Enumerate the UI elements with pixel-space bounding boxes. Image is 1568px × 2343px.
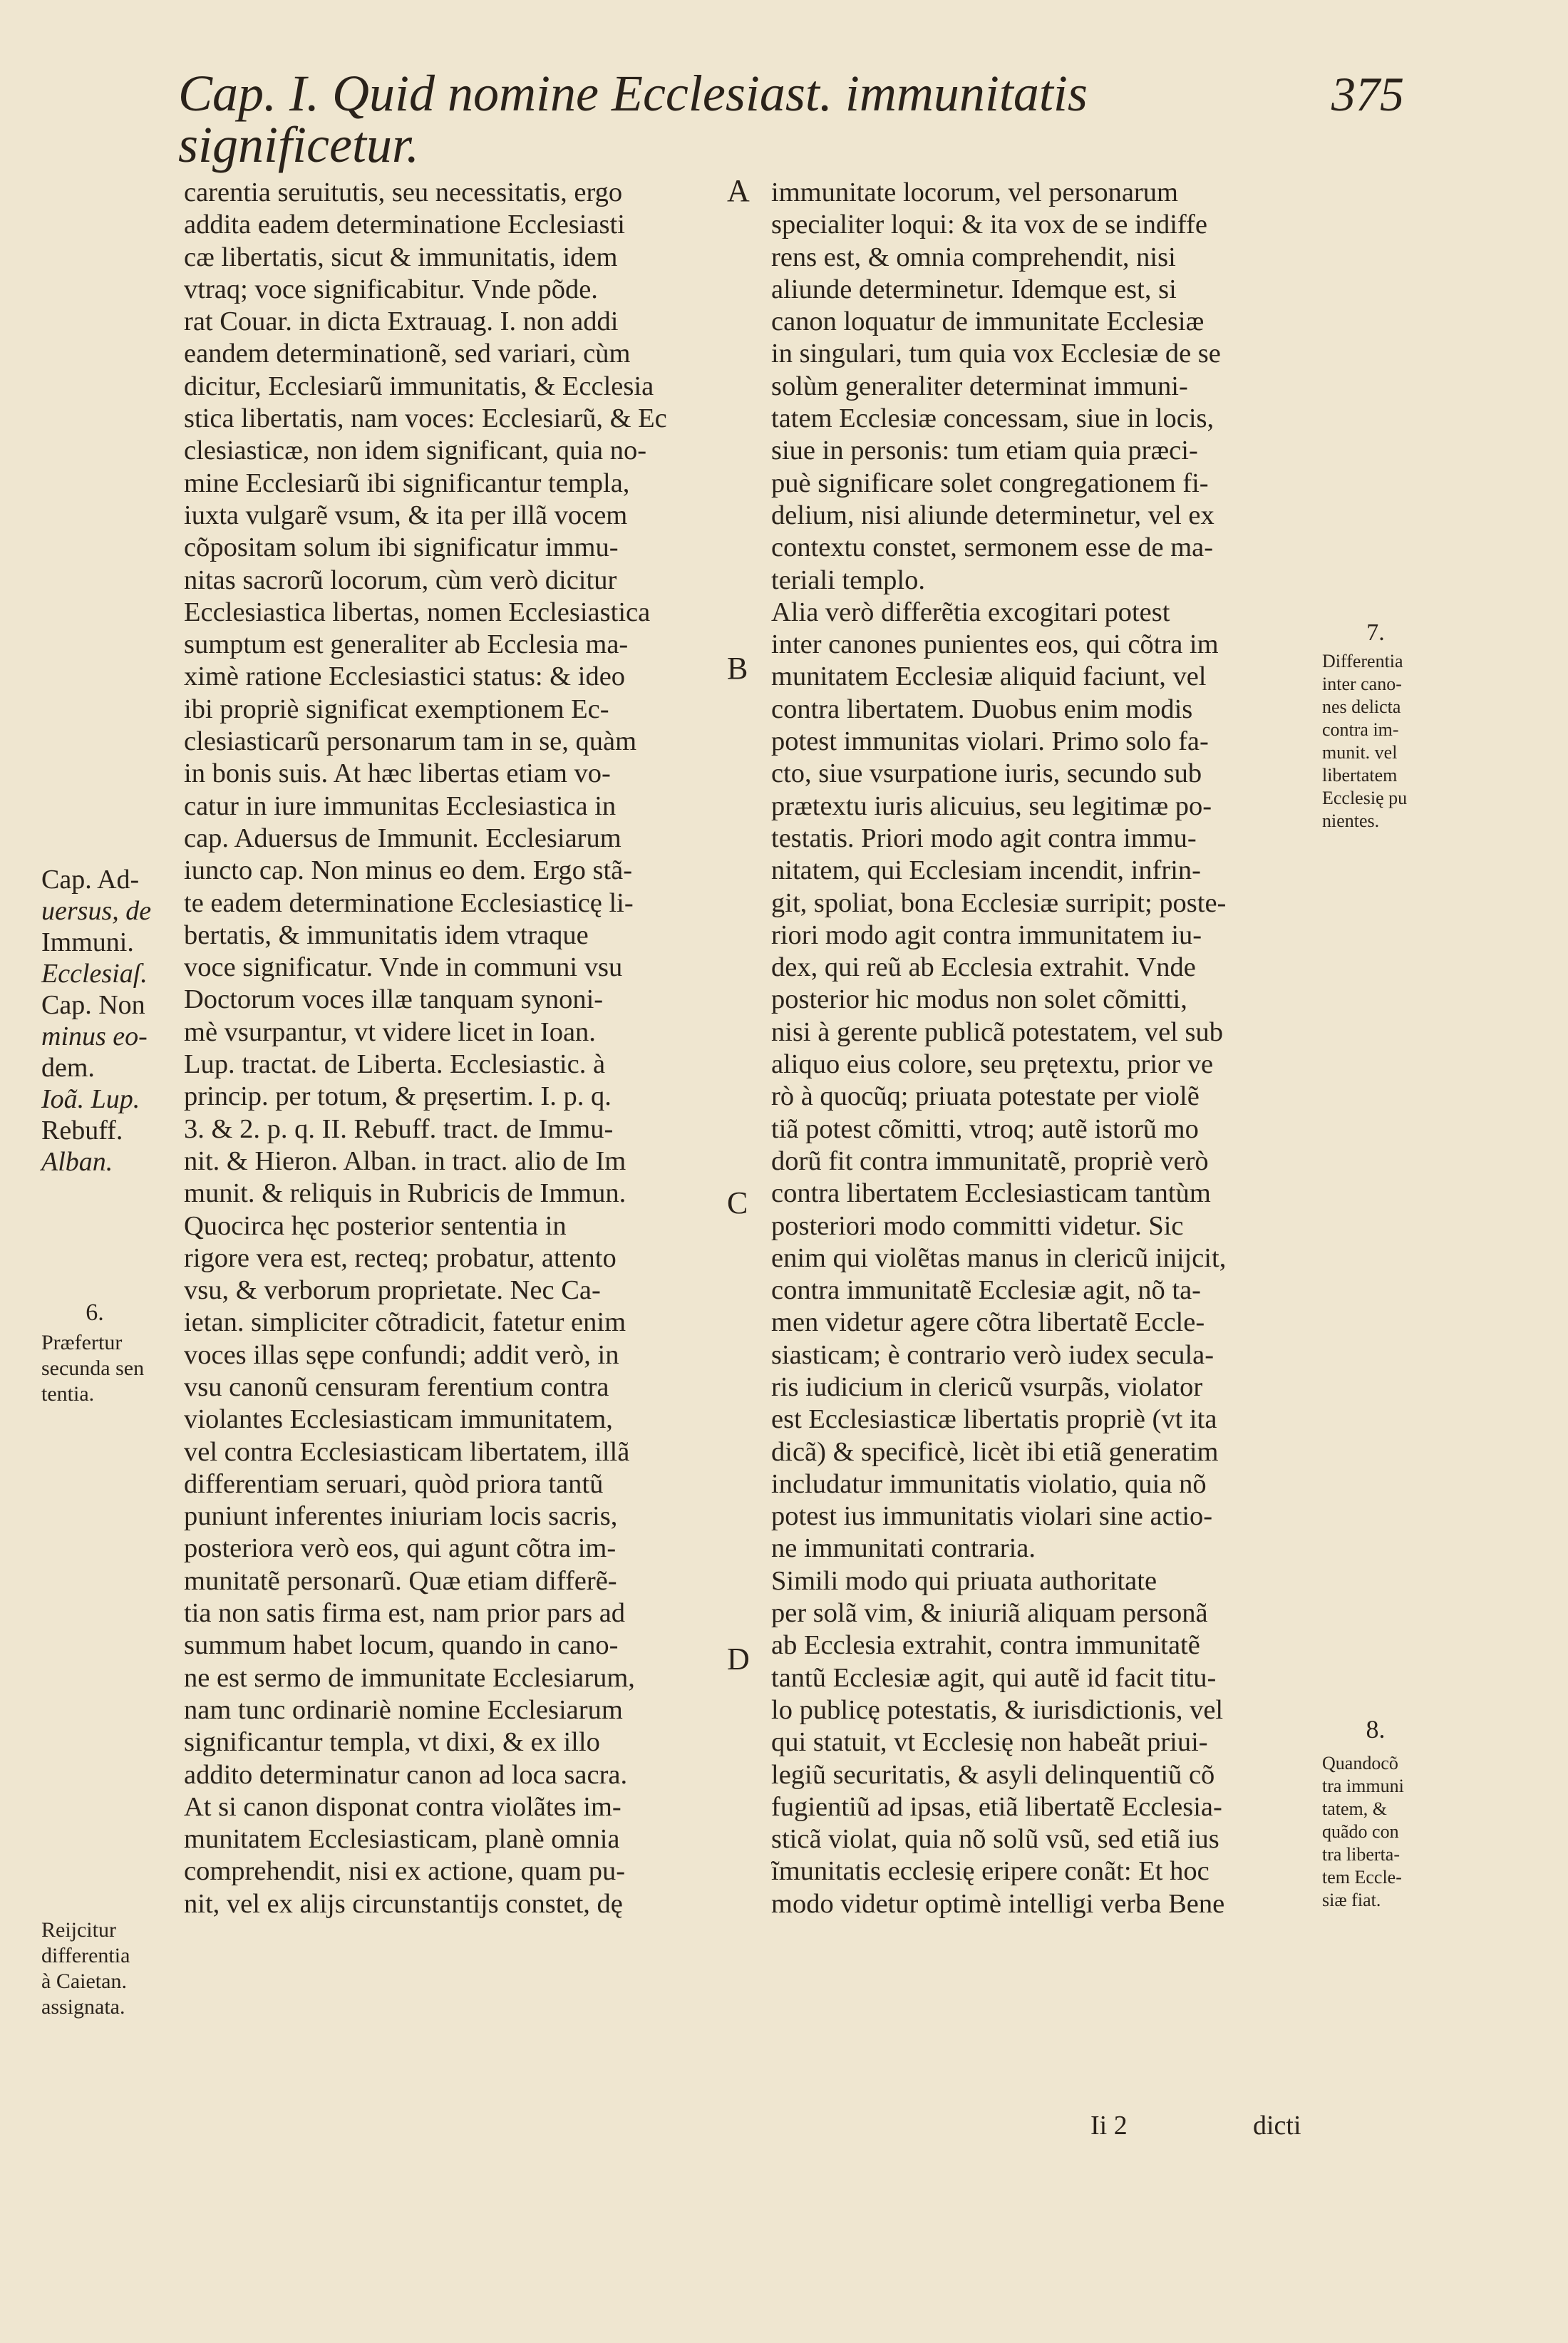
margin-line: Immuni. [41,927,134,957]
text-line: cõpositam solum ibi significatur immu- [184,532,619,563]
text-line: mine Ecclesiarũ ibi significantur templa, [184,468,630,498]
text-line: rigore vera est, recteq; probatur, attento [184,1242,617,1273]
margin-line: contra im- [1322,719,1399,740]
margin-line: Reijcitur [41,1918,116,1942]
text-line: dorũ fit contra immunitatẽ, propriè verò [771,1145,1209,1176]
text-line: posteriori modo committi videtur. Sic [771,1210,1184,1241]
text-line: catur in iure immunitas Ecclesiastica in [184,791,617,821]
margin-line: inter cano- [1322,674,1402,694]
text-line: contra libertatem. Duobus enim modis [771,694,1193,724]
text-line: nitas sacrorũ locorum, cùm verò dicitur [184,565,617,595]
margin-line: Ioã. Lup. [41,1084,140,1114]
text-line: Quocirca hęc posterior sententia in [184,1210,567,1241]
text-line: mè vsurpantur, vt videre licet in Ioan. [184,1016,596,1047]
margin-line: Differentia [1322,651,1403,671]
margin-note-7 [1322,650,1493,833]
text-line: men videtur agere cõtra libertatẽ Eccle- [771,1307,1205,1338]
margin-line: quãdo con [1322,1821,1399,1842]
margin-note-8 [1322,1752,1493,1912]
text-line: ne est sermo de immunitate Ecclesiarum, [184,1662,635,1693]
margin-line: differentia [41,1944,130,1967]
margin-note-7-number: 7. [1366,619,1385,646]
text-line: siue in personis: tum etiam quia præci- [771,436,1198,466]
text-line: clesiasticæ, non idem significant, quia no- [184,436,647,466]
margin-line: tra liberta- [1322,1844,1400,1865]
margin-line: minus eo- [41,1021,148,1051]
text-line: ietan. simpliciter cõtradicit, fatetur enim [184,1307,626,1338]
text-line: munitatẽ personarũ. Quæ etiam differẽ- [184,1565,617,1596]
text-line: canon loquatur de immunitate Ecclesiæ [771,307,1205,337]
text-line: testatis. Priori modo agit contra immu- [771,823,1197,853]
text-line: lo publicę potestatis, & iurisdictionis, vel [771,1694,1224,1725]
text-line: iuncto cap. Non minus eo dem. Ergo stã- [184,855,633,886]
text-line: vtraq; voce significabitur. Vnde põde. [184,274,598,304]
text-line: ne immunitati contraria. [771,1533,1036,1564]
text-line: clesiasticarũ personarum tam in se, quàm [184,726,637,757]
text-line: dicitur, Ecclesiarũ immunitatis, & Ecclesia [184,371,654,401]
margin-line: dem. [41,1053,95,1083]
text-line: cto, siue vsurpatione iuris, secundo sub [771,758,1202,789]
text-line: potest immunitas violari. Primo solo fa- [771,726,1209,757]
right-text-column [771,177,1320,1920]
text-line: tantũ Ecclesiæ agit, qui autẽ id facit titu- [771,1662,1217,1693]
text-line: ris iudicium in clericũ vsurpãs, violator [771,1371,1203,1402]
text-line: qui statuit, vt Ecclesię non habeãt priui- [771,1727,1208,1758]
text-line: munitatem Ecclesiæ aliquid faciunt, vel [771,661,1207,692]
text-line: significantur templa, vt dixi, & ex illo [184,1727,600,1758]
text-line: vel contra Ecclesiasticam libertatem, illã [184,1436,630,1467]
section-marker-d: D [727,1642,750,1677]
text-line: fugientiũ ad ipsas, etiã libertatẽ Ecclesia- [771,1791,1222,1822]
text-line: specialiter loqui: & ita vox de se indiffe [771,210,1207,240]
chapter-title: Cap. I. Quid nomine Ecclesiast. immunitatis significetur. [178,65,1088,173]
running-header [178,65,1404,173]
margin-line: Alban. [41,1147,113,1177]
text-line: posteriora verò eos, qui agunt cõtra im- [184,1533,617,1564]
text-line: tia non satis firma est, nam prior pars ad [184,1598,626,1629]
text-line: bertatis, & immunitatis idem vtraque [184,920,589,950]
section-marker-c: C [727,1185,748,1220]
margin-line: tem Eccle- [1322,1867,1402,1888]
text-line: At si canon disponat contra violãtes im- [184,1791,621,1822]
text-line: teriali templo. [771,565,925,595]
margin-note-reject [41,1917,177,2020]
text-line: contra immunitatẽ Ecclesiæ agit, nõ ta- [771,1275,1201,1306]
text-line: nam tunc ordinariè nomine Ecclesiarum [184,1694,623,1725]
text-line: puè significare solet congregationem fi- [771,468,1209,498]
text-line: in singulari, tum quia vox Ecclesiæ de se [771,339,1221,369]
margin-citation [41,864,177,1178]
text-line: tiã potest cõmitti, vtroq; autẽ istorũ mo [771,1113,1199,1144]
left-text-column [184,177,722,1920]
text-line: vsu, & verborum proprietate. Nec Ca- [184,1275,601,1306]
margin-line: Rebuff. [41,1116,123,1145]
margin-line: Cap. Ad- [41,865,140,895]
text-line: voce significatur. Vnde in communi vsu [184,952,623,983]
text-line: addito determinatur canon ad loca sacra. [184,1759,628,1790]
text-line: ab Ecclesia extrahit, contra immunitatẽ [771,1630,1200,1661]
text-line: aliunde determinetur. Idemque est, si [771,274,1177,304]
margin-note-8-number: 8. [1366,1715,1386,1744]
text-line: eandem determinationẽ, sed variari, cùm [184,339,631,369]
text-line: per solã vim, & iniuriã aliquam personã [771,1598,1208,1629]
text-line: Doctorum voces illæ tanquam synoni- [184,984,604,1015]
margin-line: assignata. [41,1995,125,2019]
text-line: prætextu iuris alicuius, seu legitimæ po- [771,791,1212,821]
text-line: nitatem, qui Ecclesiam incendit, infrin- [771,855,1201,886]
text-line: Lup. tractat. de Liberta. Ecclesiastic. à [184,1049,606,1080]
margin-line: nes delicta [1322,696,1401,717]
text-line: legiũ securitatis, & asyli delinquentiũ cõ [771,1759,1215,1790]
text-line: ĩmunitatis ecclesię eripere conãt: Et hoc [771,1856,1209,1887]
text-line: summum habet locum, quando in cano- [184,1630,619,1661]
margin-line: Ecclesiaſ. [41,959,148,989]
text-line: immunitate locorum, vel personarum [771,177,1178,207]
text-line: tatem Ecclesiæ concessam, siue in locis, [771,403,1214,434]
text-line: solùm generaliter determinat immuni- [771,371,1188,401]
text-line: in bonis suis. At hæc libertas etiam vo- [184,758,611,789]
text-line: dex, qui reũ ab Ecclesia extrahit. Vnde [771,952,1196,983]
text-line: rò à quocũq; priuata potestate per violẽ [771,1081,1200,1112]
text-line: iuxta vulgarẽ vsum, & ita per illã vocem [184,500,628,530]
text-line: potest ius immunitatis violari sine actio- [771,1501,1213,1532]
text-line: modo videtur optimè intelligi verba Bene [771,1888,1225,1919]
text-line: addita eadem determinatione Ecclesiasti [184,210,625,240]
text-line: carentia seruitutis, seu necessitatis, ergo [184,177,623,207]
section-marker-b: B [727,651,748,686]
margin-note-6-number: 6. [86,1299,104,1326]
margin-line: libertatem [1322,765,1398,786]
text-line: contra libertatem Ecclesiasticam tantùm [771,1178,1211,1209]
text-line: Simili modo qui priuata authoritate [771,1565,1157,1596]
text-line: nisi à gerente publicã potestatem, vel sub [771,1016,1223,1047]
text-line: enim qui violẽtas manus in clericũ inijcit, [771,1242,1227,1273]
margin-line: Præfertur [41,1331,123,1354]
margin-line: siæ fiat. [1322,1890,1381,1910]
margin-line: tra immuni [1322,1776,1404,1796]
text-line: munit. & reliquis in Rubricis de Immun. [184,1178,626,1209]
margin-line: Ecclesię pu [1322,788,1408,808]
text-line: differentiam seruari, quòd priora tantũ [184,1468,604,1499]
margin-line: uersus, de [41,896,152,926]
text-line: rens est, & omnia comprehendit, nisi [771,242,1176,272]
margin-note-6 [41,1330,177,1407]
text-line: stica libertatis, nam voces: Ecclesiarũ, & Ec [184,403,667,434]
text-line: te eadem determinatione Ecclesiasticę li- [184,887,634,918]
margin-line: à Caietan. [41,1969,127,1993]
text-line: Ecclesiastica libertas, nomen Ecclesiastica [184,597,651,627]
text-line: ibi propriè significat exemptionem Ec- [184,694,609,724]
margin-line: Cap. Non [41,990,145,1020]
text-line: princip. per totum, & pręsertim. I. p. q. [184,1081,612,1112]
text-line: voces illas sępe confundi; addit verò, in [184,1339,619,1370]
signature-mark: Ii 2 [1090,2111,1128,2141]
text-line: inter canones punientes eos, qui cõtra im [771,629,1219,660]
text-line: sticã violat, quia nõ solũ vsũ, sed etiã ius [771,1824,1219,1855]
text-line: delium, nisi aliunde determinetur, vel ex [771,500,1214,530]
text-line: cap. Aduersus de Immunit. Ecclesiarum [184,823,621,853]
text-line: est Ecclesiasticæ libertatis propriè (vt ita [771,1404,1217,1435]
text-line: vsu canonũ censuram ferentium contra [184,1371,609,1402]
margin-line: Quandocõ [1322,1753,1398,1773]
text-line: Alia verò differẽtia excogitari potest [771,597,1170,627]
section-marker-a: A [727,173,750,208]
text-line: nit. & Hieron. Alban. in tract. alio de Im [184,1145,626,1176]
text-line: munitatem Ecclesiasticam, planè omnia [184,1824,620,1855]
margin-line: nientes. [1322,810,1380,831]
text-line: aliquo eius colore, seu prętextu, prior ve [771,1049,1214,1080]
text-line: violantes Ecclesiasticam immunitatem, [184,1404,613,1435]
text-line: sumptum est generaliter ab Ecclesia ma- [184,629,629,660]
text-line: git, spoliat, bona Ecclesiæ surripit; poste- [771,887,1227,918]
margin-line: munit. vel [1322,742,1398,763]
text-line: includatur immunitatis violatio, quia nõ [771,1468,1207,1499]
text-line: posterior hic modus non solet cõmitti, [771,984,1187,1015]
text-line: puniunt inferentes iniuriam locis sacris, [184,1501,618,1532]
page-number: 375 [1331,67,1404,121]
margin-line: tatem, & [1322,1798,1387,1819]
text-line: rat Couar. in dicta Extrauag. I. non addi [184,307,619,337]
catchword: dicti [1253,2111,1301,2141]
text-line: contextu constet, sermonem esse de ma- [771,532,1214,563]
margin-line: secunda sen [41,1356,145,1380]
text-line: cæ libertatis, sicut & immunitatis, idem [184,242,618,272]
margin-line: tentia. [41,1382,95,1406]
text-line: dicã) & specificè, licèt ibi etiã generatim [771,1436,1219,1467]
text-line: 3. & 2. p. q. II. Rebuff. tract. de Immu- [184,1113,614,1144]
text-line: siasticam; è contrario verò iudex secula- [771,1339,1214,1370]
text-line: ximè ratione Ecclesiastici status: & ideo [184,661,626,692]
text-line: riori modo agit contra immunitatem iu- [771,920,1202,950]
text-line: comprehendit, nisi ex actione, quam pu- [184,1856,626,1887]
text-line: nit, vel ex alijs circunstantijs constet, dę [184,1888,623,1919]
